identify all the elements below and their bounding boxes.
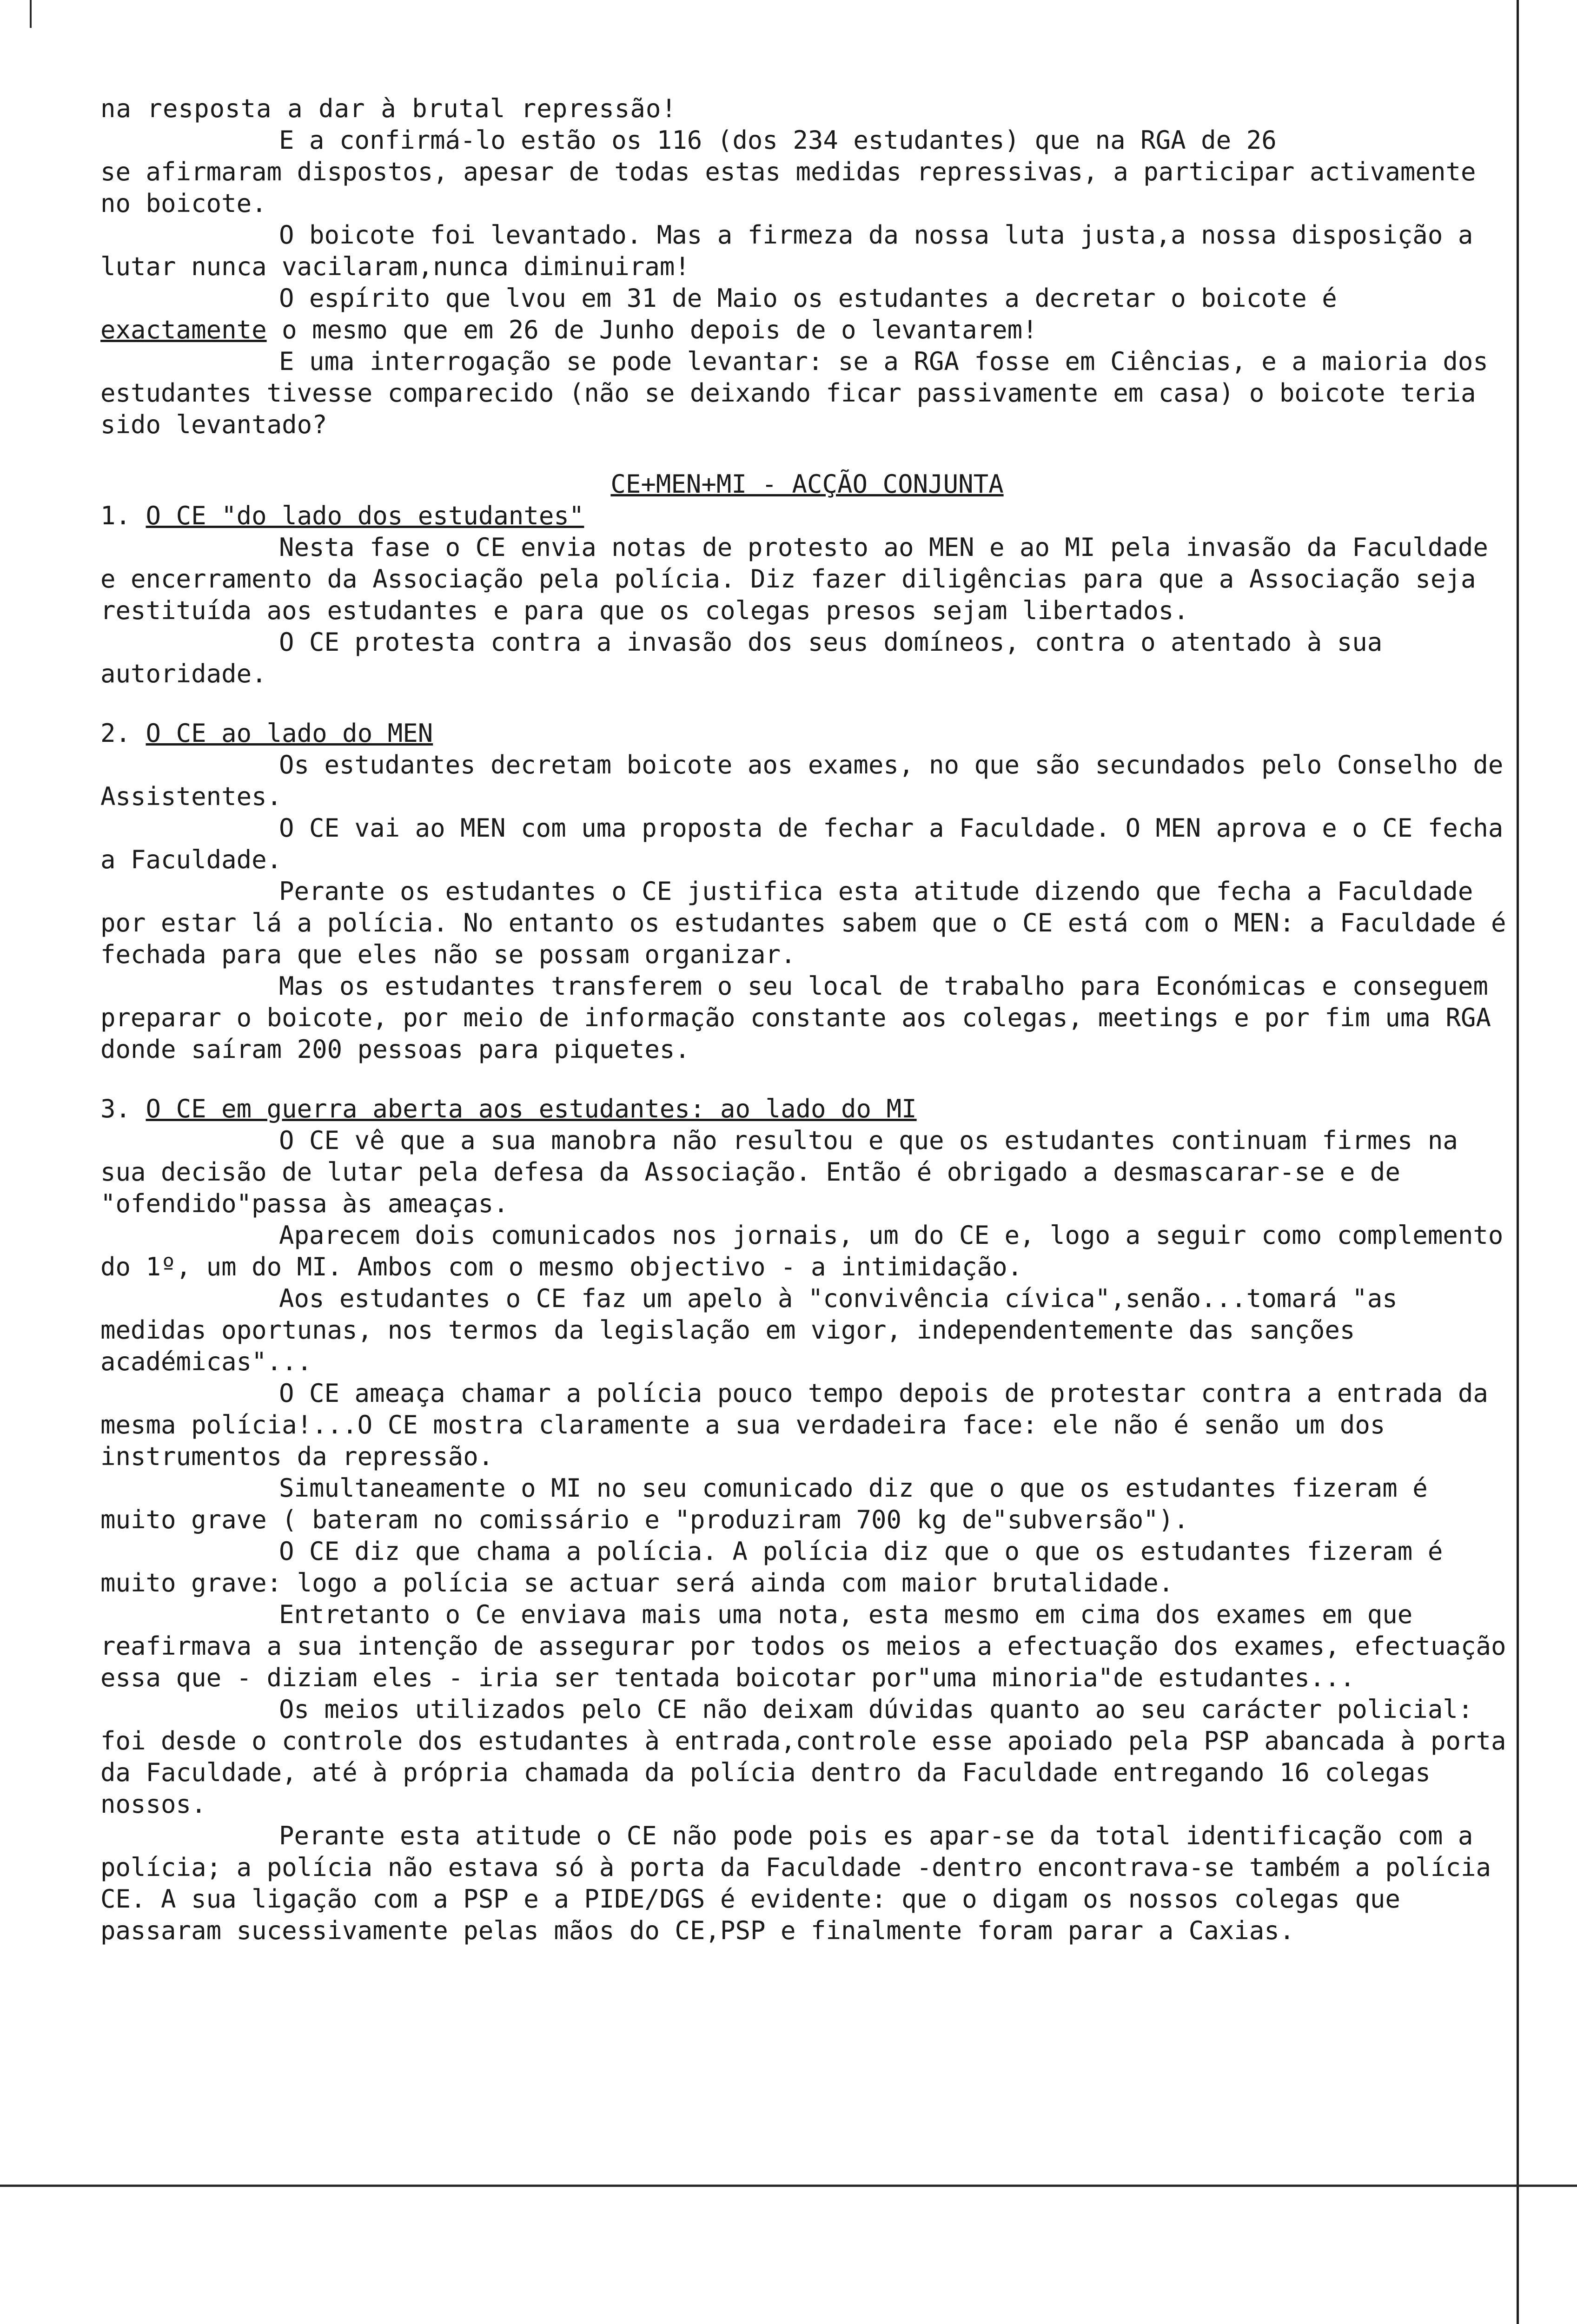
paragraph: Perante os estudantes o CE justifica esta atitude dizendo que fecha a Faculdade por estar lá a polícia. No entanto os estudantes sabem que o CE está com o MEN: a Faculdade é fechada para que eles não se possam organizar. <box>100 877 1506 969</box>
section-number: 2. <box>100 719 146 748</box>
paragraph: O CE ameaça chamar a polícia pouco tempo depois de protestar contra a entrada da mesma polícia!...O CE mostra claramente a sua verdadeira face: ele não é senão um dos instrumentos da repressão. <box>100 1379 1488 1471</box>
section-1-heading <box>100 500 1514 532</box>
paragraph <box>100 283 1514 346</box>
paragraph: O CE vai ao MEN com uma proposta de fechar a Faculdade. O MEN aprova e o CE fecha a Faculdade. <box>100 813 1504 874</box>
section-number: 1. <box>100 501 146 530</box>
paragraph-text: o mesmo que em 26 de Junho depois de o levantarem! <box>266 315 1038 344</box>
text-line: E a confirmá-lo estão os 116 (dos 234 estudantes) que na RGA de 26 <box>279 125 1277 155</box>
paragraph: Aos estudantes o CE faz um apelo à "convivência cívica",senão...tomará "as medidas oportunas, nos termos da legislação em vigor, independentemente das sanções académicas"... <box>100 1284 1398 1376</box>
underlined-word: exactamente <box>100 315 267 344</box>
paragraph: Os meios utilizados pelo CE não deixam dúvidas quanto ao seu carácter policial: foi desde o controle dos estudantes à entrada,controle esse apoiado pela PSP abancada à porta da Faculdade, até à própria chamada da polícia dentro da Faculdade entregando 16 colegas nossos. <box>100 1695 1506 1819</box>
paragraph: Simultaneamente o MI no seu comunicado diz que o que os estudantes fizeram é muito grave ( bateram no comissário e "produziram 700 kg de"subversão"). <box>100 1473 1428 1534</box>
section-2-heading <box>100 718 1514 749</box>
paragraph: E uma interrogação se pode levantar: se a RGA fosse em Ciências, e a maioria dos estudantes tivesse comparecido (não se deixando ficar passivamente em casa) o boicote teria sido levantado? <box>100 347 1488 439</box>
paragraph: Nesta fase o CE envia notas de protesto ao MEN e ao MI pela invasão da Faculdade e encerramento da Associação pela polícia. Diz fazer diligências para que a Associação seja restituída aos estudantes e para que os colegas presos sejam libertados. <box>100 533 1488 625</box>
right-edge-rule <box>1517 0 1519 2324</box>
paragraph: Os estudantes decretam boicote aos exames, no que são secundados pelo Conselho de Assistentes. <box>100 750 1504 811</box>
bottom-edge-rule <box>0 2185 1577 2187</box>
section-title: CE+MEN+MI - ACÇÃO CONJUNTA <box>610 469 1004 499</box>
section-heading-text: O CE ao lado do MEN <box>146 719 433 748</box>
paragraph: se afirmaram dispostos, apesar de todas estas medidas repressivas, a participar activamente no boicote. <box>100 157 1476 218</box>
paragraph: Entretanto o Ce enviava mais uma nota, esta mesmo em cima dos exames em que reafirmava a sua intenção de assegurar por todos os meios a efectuação dos exames, efectuação essa que - diziam eles - iria ser tentada boicotar por"uma minoria"de estudantes... <box>100 1600 1506 1692</box>
paragraph-text: O espírito que lvou em 31 de Maio os estudantes a decretar o boicote é <box>279 284 1337 313</box>
paragraph: Perante esta atitude o CE não pode pois es apar-se da total identificação com a polícia; a polícia não estava só à porta da Faculdade -dentro encontrava-se também a polícia CE. A sua ligação com a PSP e a PIDE/DGS é evidente: que o digam os nossos colegas que passaram sucessivamente pelas mãos do CE,PSP e finalmente foram parar a Caxias. <box>100 1821 1491 1945</box>
text-line: na resposta a dar à brutal repressão! <box>100 94 677 123</box>
section-3-heading <box>100 1093 1514 1125</box>
paragraph: Mas os estudantes transferem o seu local de trabalho para Económicas e conseguem preparar o boicote, por meio de informação constante aos colegas, meetings e por fim uma RGA donde saíram 200 pessoas para piquetes. <box>100 971 1491 1064</box>
document-body <box>100 93 1514 1947</box>
section-number: 3. <box>100 1094 146 1123</box>
paragraph: O boicote foi levantado. Mas a firmeza da nossa luta justa,a nossa disposição a lutar nunca vacilaram,nunca diminuiram! <box>100 220 1473 281</box>
paragraph: O CE vê que a sua manobra não resultou e que os estudantes continuam firmes na sua decisão de lutar pela defesa da Associação. Então é obrigado a desmascarar-se e de "ofendido"passa às ameaças. <box>100 1126 1458 1218</box>
section-heading-text: O CE "do lado dos estudantes" <box>146 501 584 530</box>
section-heading-text: O CE em guerra aberta aos estudantes: ao lado do MI <box>146 1094 917 1123</box>
top-margin-mark <box>30 0 32 28</box>
paragraph: O CE diz que chama a polícia. A polícia diz que o que os estudantes fizeram é muito grave: logo a polícia se actuar será ainda com maior brutalidade. <box>100 1537 1443 1598</box>
paragraph: O CE protesta contra a invasão dos seus domíneos, contra o atentado à sua autoridade. <box>100 627 1383 688</box>
paragraph: Aparecem dois comunicados nos jornais, um do CE e, logo a seguir como complemento do 1º, um do MI. Ambos com o mesmo objectivo - a intimidação. <box>100 1221 1504 1281</box>
